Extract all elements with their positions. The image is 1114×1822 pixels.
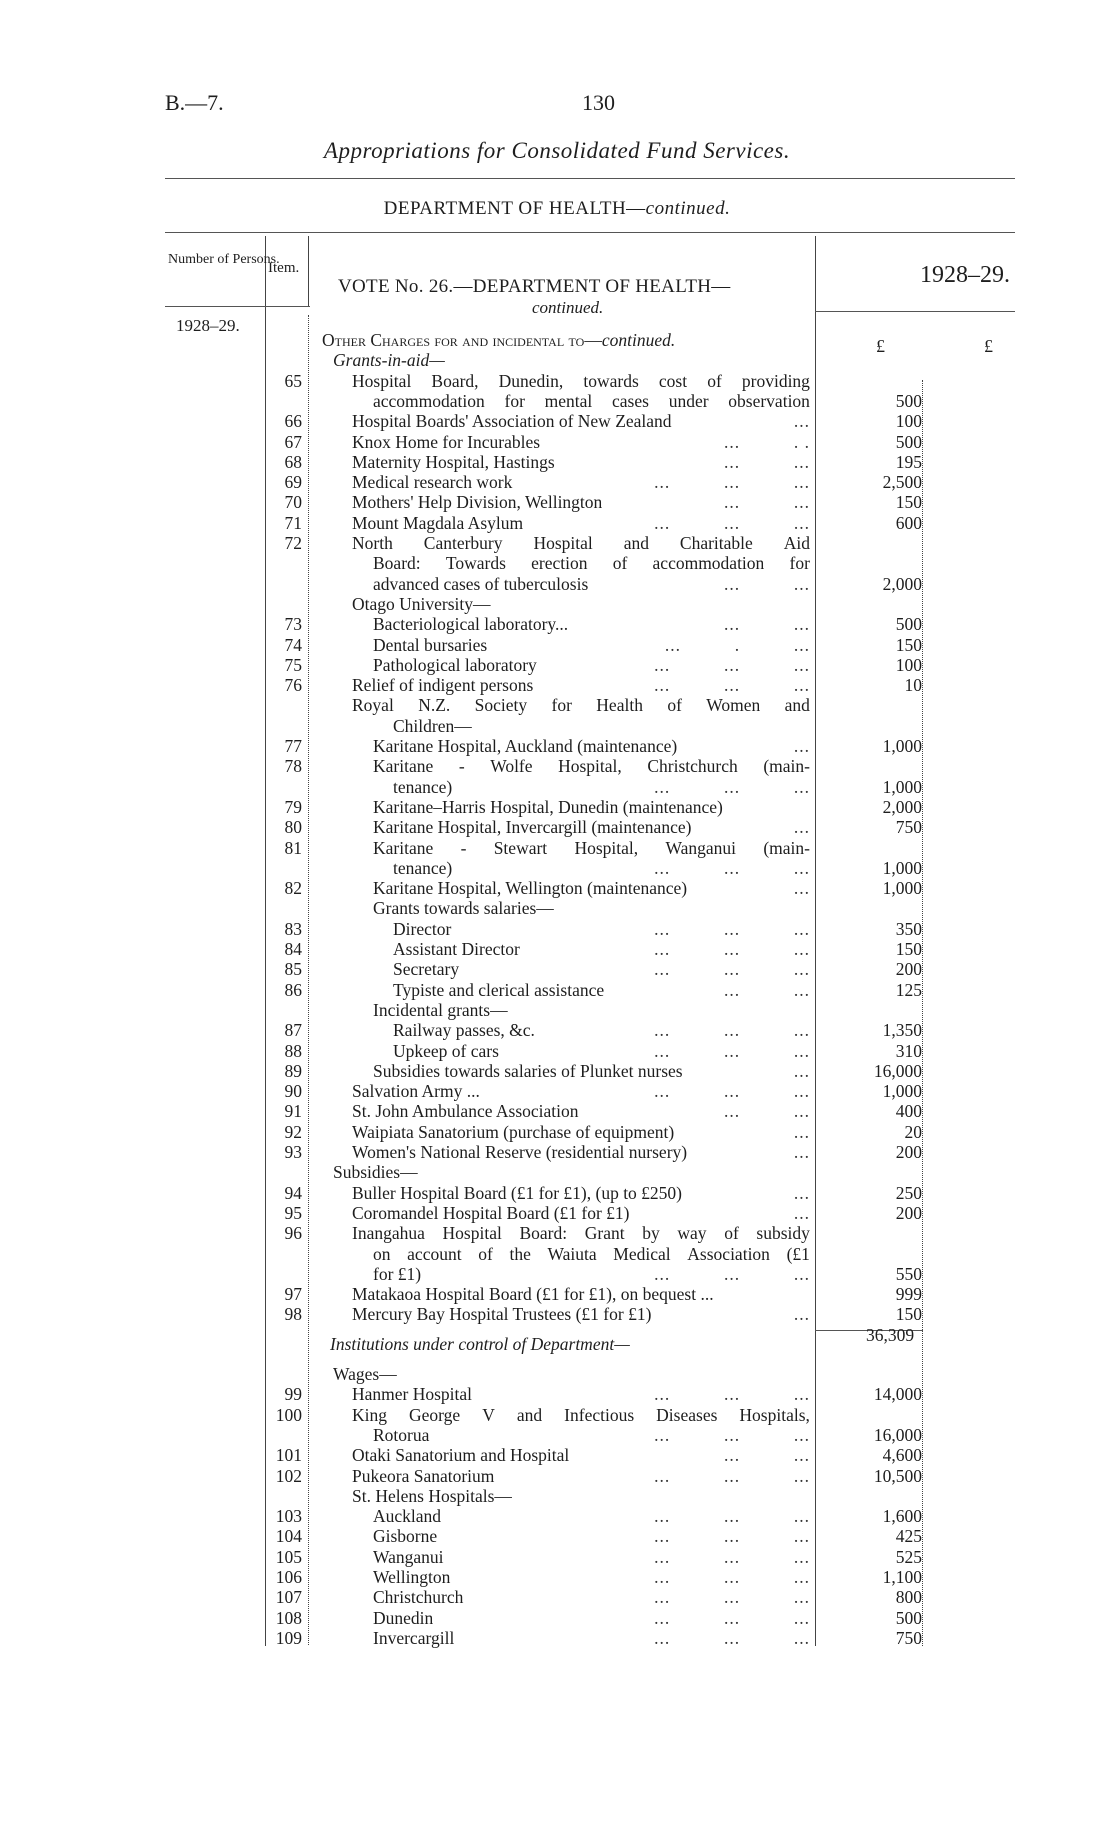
- page-title: Appropriations for Consolidated Fund Services.: [323, 138, 791, 163]
- amount: 1,000: [882, 1081, 922, 1102]
- vote-heading-continued: continued.: [532, 298, 604, 317]
- table-row: [0, 1506, 1114, 1526]
- amount: 600: [895, 512, 922, 533]
- amount: 2,000: [882, 796, 922, 817]
- leader-dots: ... ... ...: [654, 776, 810, 797]
- amount: 10,500: [873, 1465, 922, 1486]
- leader-dots: ... ... ...: [654, 939, 810, 959]
- item-description: advanced cases of tuberculosis: [373, 573, 589, 594]
- leader-dots: ...: [793, 1060, 810, 1081]
- table-row: [0, 797, 1114, 817]
- amount: 100: [895, 411, 922, 432]
- table-row: [0, 1628, 1114, 1648]
- item-description: Waipiata Sanatorium (purchase of equipment): [352, 1121, 675, 1142]
- item-description: Rotorua: [373, 1424, 430, 1445]
- item-description: accommodation for mental cases under observation: [373, 390, 810, 411]
- table-row: [0, 919, 1114, 939]
- table-row: [0, 1425, 1114, 1445]
- vote-heading: VOTE No. 26.—DEPARTMENT OF HEALTH—: [338, 276, 731, 297]
- item-description: Gisborne: [373, 1526, 438, 1547]
- table-row: [0, 1364, 1114, 1384]
- table-row: [0, 675, 1114, 695]
- item-description: Incidental grants—: [373, 999, 508, 1020]
- table-row: [0, 350, 1114, 370]
- table-row: [0, 1384, 1114, 1404]
- leader-dots: ...: [793, 1202, 810, 1223]
- table-top-rule: [165, 232, 1015, 233]
- table-row: [0, 817, 1114, 837]
- amount: 2,000: [882, 573, 922, 594]
- item-number: 107: [275, 1587, 302, 1608]
- table-row: [0, 391, 1114, 411]
- table-row: [0, 594, 1114, 614]
- amount: 750: [895, 817, 922, 838]
- item-number: 105: [275, 1546, 302, 1567]
- leader-dots: ... ... ...: [654, 1424, 810, 1445]
- item-description: Subsidies towards salaries of Plunket nurses: [373, 1060, 683, 1081]
- leader-dots: ... ... ...: [654, 857, 810, 878]
- item-number: 84: [284, 939, 302, 959]
- item-number: 78: [284, 756, 302, 777]
- item-number: 69: [284, 472, 302, 493]
- item-description: Matakaoa Hospital Board (£1 for £1), on bequest ...: [352, 1284, 714, 1305]
- table-row: [0, 1567, 1114, 1587]
- table-row: [0, 1142, 1114, 1162]
- leader-dots: ... ...: [724, 614, 810, 635]
- table-row: [0, 452, 1114, 472]
- item-number: 92: [284, 1121, 302, 1142]
- leader-dots: ... ... ...: [654, 654, 810, 675]
- amount: 195: [895, 451, 922, 472]
- item-description: Coromandel Hospital Board (£1 for £1): [352, 1202, 630, 1223]
- amount: 100: [895, 654, 922, 675]
- page-number: 130: [582, 90, 615, 115]
- leader-dots: ... ... ...: [654, 675, 810, 696]
- leader-dots: ... ... ...: [654, 1263, 810, 1284]
- item-description: Royal N.Z. Society for Health of Women and: [352, 695, 810, 716]
- table-row: [0, 1101, 1114, 1121]
- table-row: [0, 1183, 1114, 1203]
- leader-dots: ...: [793, 1182, 810, 1203]
- item-description: Mount Magdala Asylum: [352, 512, 524, 533]
- item-description: for £1): [373, 1263, 422, 1284]
- continued-label: continued.: [601, 330, 676, 350]
- amount: 1,350: [882, 1020, 922, 1041]
- item-description: Hospital Board, Dunedin, towards cost of providing: [352, 370, 810, 391]
- leader-dots: ... ... ...: [654, 1465, 810, 1486]
- amount: 150: [895, 634, 922, 655]
- amount: 1,100: [882, 1567, 922, 1587]
- table-row: [0, 432, 1114, 452]
- leader-dots: ... ... ...: [654, 512, 810, 533]
- leader-dots: ...: [793, 1142, 810, 1162]
- amount: 14,000: [873, 1384, 922, 1405]
- item-description: Assistant Director: [393, 939, 520, 959]
- leader-dots: ... ... ...: [654, 1020, 810, 1041]
- item-number: 81: [284, 837, 302, 858]
- table-row: [0, 1162, 1114, 1182]
- table-row: [0, 1203, 1114, 1223]
- item-description: Typiste and clerical assistance: [393, 979, 605, 1000]
- amount: 500: [895, 431, 922, 452]
- table-row: [0, 1405, 1114, 1425]
- leader-dots: ... ...: [724, 573, 810, 594]
- year-header: 1928–29.: [920, 262, 1010, 288]
- amount: 2,500: [882, 472, 922, 493]
- amount: 200: [895, 1142, 922, 1162]
- amount: 550: [895, 1263, 922, 1284]
- item-number: 101: [275, 1445, 302, 1466]
- table-row: [0, 1466, 1114, 1486]
- table-row: [0, 878, 1114, 898]
- item-number: 98: [284, 1304, 302, 1325]
- leader-dots: ... ...: [724, 1445, 810, 1466]
- year-header-rule: [815, 311, 1015, 312]
- item-description: Dunedin: [373, 1607, 434, 1628]
- amount: 250: [895, 1182, 922, 1203]
- table-row: [0, 1244, 1114, 1264]
- table-row: [0, 1223, 1114, 1243]
- item-description: Karitane Hospital, Auckland (maintenance): [373, 736, 678, 756]
- amount: 150: [895, 1304, 922, 1325]
- table-row: [0, 513, 1114, 533]
- table-row: [0, 1284, 1114, 1304]
- item-number: 85: [284, 959, 302, 980]
- amount: 125: [895, 979, 922, 1000]
- item-number: 95: [284, 1202, 302, 1223]
- table-row: [0, 411, 1114, 431]
- leader-dots: ...: [793, 736, 810, 756]
- pound-sign: £: [984, 336, 993, 356]
- item-number: 73: [284, 614, 302, 635]
- item-description: Secretary: [393, 959, 460, 980]
- item-number: 75: [284, 654, 302, 675]
- amount: 4,600: [882, 1445, 922, 1466]
- item-description: tenance): [393, 776, 453, 797]
- table-row: [0, 472, 1114, 492]
- amount: 200: [895, 1202, 922, 1223]
- item-number: 106: [275, 1567, 302, 1587]
- table-row: [0, 1486, 1114, 1506]
- leader-dots: ...: [793, 817, 810, 838]
- institutions-heading: Institutions under control of Department—: [330, 1334, 630, 1354]
- item-description: Maternity Hospital, Hastings: [352, 451, 555, 472]
- item-number: 72: [284, 533, 302, 553]
- table-row: [0, 1445, 1114, 1465]
- item-description: Other Charges for and incidental to—continued.: [322, 330, 676, 350]
- amount: 800: [895, 1587, 922, 1608]
- amount: 10: [904, 675, 922, 696]
- item-description: Wages—: [333, 1364, 397, 1384]
- item-description: St. Helens Hospitals—: [352, 1485, 512, 1506]
- item-description: Railway passes, &c.: [393, 1020, 535, 1041]
- item-description: Hospital Boards' Association of New Zealand: [352, 411, 672, 432]
- item-description: King George V and Infectious Diseases Hospitals,: [352, 1404, 810, 1425]
- item-description: Mercury Bay Hospital Trustees (£1 for £1): [352, 1304, 652, 1325]
- amount: 425: [895, 1526, 922, 1547]
- item-description: Board: Towards erection of accommodation for: [373, 553, 810, 574]
- leader-dots: ... ... ...: [654, 1627, 810, 1648]
- leader-dots: ... ... ...: [654, 1040, 810, 1061]
- amount: 500: [895, 390, 922, 411]
- leader-dots: ... ... ...: [654, 1506, 810, 1527]
- item-description: on account of the Waiuta Medical Association (£1: [373, 1243, 810, 1264]
- item-number: 82: [284, 878, 302, 899]
- item-description: Children—: [393, 715, 472, 736]
- subtotal-amount: 36,309: [866, 1325, 915, 1345]
- table-row: [0, 1041, 1114, 1061]
- table-row: [0, 756, 1114, 776]
- amount: 400: [895, 1101, 922, 1122]
- item-description: Salvation Army ...: [352, 1081, 480, 1102]
- table-row: [0, 533, 1114, 553]
- leader-dots: ... ... ...: [654, 1567, 810, 1587]
- item-header: Item.: [268, 260, 300, 276]
- table-row: [0, 777, 1114, 797]
- item-number: 104: [275, 1526, 302, 1547]
- amount: 750: [895, 1627, 922, 1648]
- amount: 350: [895, 918, 922, 939]
- amount: 1,000: [882, 857, 922, 878]
- item-number: 96: [284, 1223, 302, 1244]
- item-description: Christchurch: [373, 1587, 464, 1608]
- item-description: Knox Home for Incurables: [352, 431, 541, 452]
- item-number: 71: [284, 512, 302, 533]
- amount: 525: [895, 1546, 922, 1567]
- item-description: Director: [393, 918, 452, 939]
- item-number: 94: [284, 1182, 302, 1203]
- pound-sign: £: [876, 336, 885, 356]
- item-description: North Canterbury Hospital and Charitable Aid: [352, 533, 810, 553]
- page-reference: B.—7.: [165, 90, 224, 115]
- leader-dots: ... ... ...: [654, 1587, 810, 1608]
- table-row: [0, 1081, 1114, 1101]
- table-row: [0, 898, 1114, 918]
- item-number: 97: [284, 1284, 302, 1305]
- item-number: 93: [284, 1142, 302, 1162]
- item-number: 83: [284, 918, 302, 939]
- item-number: 66: [284, 411, 302, 432]
- item-number: 102: [275, 1465, 302, 1486]
- table-row: [0, 1608, 1114, 1628]
- item-description: Karitane Hospital, Invercargill (maintenance): [373, 817, 692, 838]
- item-description: Karitane - Stewart Hospital, Wanganui (main-: [373, 837, 810, 858]
- item-number: 70: [284, 492, 302, 513]
- item-description: Bacteriological laboratory...: [373, 614, 569, 635]
- item-description: Buller Hospital Board (£1 for £1), (up to £250): [352, 1182, 683, 1203]
- item-description: Karitane - Wolfe Hospital, Christchurch (main-: [373, 756, 810, 777]
- leader-dots: ...: [793, 878, 810, 899]
- amount: 150: [895, 939, 922, 959]
- table-row: [0, 614, 1114, 634]
- table-row: [0, 655, 1114, 675]
- table-row: [0, 1547, 1114, 1567]
- table-row: [0, 1587, 1114, 1607]
- amount: 16,000: [873, 1060, 922, 1081]
- item-number: 90: [284, 1081, 302, 1102]
- title-rule: [165, 178, 1015, 179]
- item-number: 80: [284, 817, 302, 838]
- table-row: [0, 695, 1114, 715]
- amount: 500: [895, 614, 922, 635]
- leader-dots: ... ...: [724, 979, 810, 1000]
- leader-dots: ... ... ...: [654, 1526, 810, 1547]
- amount: 310: [895, 1040, 922, 1061]
- table-row: [0, 838, 1114, 858]
- leader-dots: ... ... ...: [654, 1546, 810, 1567]
- leader-dots: ... ... ...: [654, 472, 810, 493]
- amount: 150: [895, 492, 922, 513]
- item-number: 86: [284, 979, 302, 1000]
- amount: 200: [895, 959, 922, 980]
- department-name: DEPARTMENT OF HEALTH—: [383, 198, 646, 219]
- item-number: 76: [284, 675, 302, 696]
- amount: 1,000: [882, 878, 922, 899]
- amount: 1,000: [882, 776, 922, 797]
- table-row: [0, 574, 1114, 594]
- table-row: [0, 1000, 1114, 1020]
- table-row: [0, 939, 1114, 959]
- number-of-persons-header: Number of Persons.: [168, 252, 280, 267]
- table-row: [0, 330, 1114, 350]
- item-description: Grants towards salaries—: [373, 898, 554, 919]
- item-number: 103: [275, 1506, 302, 1527]
- leader-dots: ... . .: [724, 431, 810, 452]
- table-row: [0, 1061, 1114, 1081]
- item-description: Relief of indigent persons: [352, 675, 534, 696]
- leader-dots: ...: [793, 411, 810, 432]
- leader-dots: ... ...: [724, 1101, 810, 1122]
- item-number: 108: [275, 1607, 302, 1628]
- leader-dots: ... ... ...: [654, 1384, 810, 1405]
- persons-year: 1928–29.: [176, 316, 240, 335]
- leader-dots: ... . ...: [664, 634, 810, 655]
- table-row: [0, 635, 1114, 655]
- table-row: [0, 716, 1114, 736]
- persons-header-rule: [165, 306, 310, 307]
- item-description: Pathological laboratory: [373, 654, 537, 675]
- amount: 16,000: [873, 1424, 922, 1445]
- item-description: Karitane–Harris Hospital, Dunedin (maintenance): [373, 796, 723, 817]
- table-row: [0, 1122, 1114, 1142]
- item-description: Upkeep of cars: [393, 1040, 499, 1061]
- item-description: tenance): [393, 857, 453, 878]
- item-description: Inangahua Hospital Board: Grant by way of subsidy: [352, 1223, 810, 1244]
- table-row: [0, 736, 1114, 756]
- item-number: 77: [284, 736, 302, 756]
- amount: 999: [895, 1284, 922, 1305]
- item-description: St. John Ambulance Association: [352, 1101, 579, 1122]
- leader-dots: ... ... ...: [654, 1081, 810, 1102]
- item-description: Wellington: [373, 1567, 451, 1587]
- item-number: 99: [284, 1384, 302, 1405]
- table-row: [0, 371, 1114, 391]
- table-row: [0, 980, 1114, 1000]
- item-number: 68: [284, 451, 302, 472]
- item-number: 87: [284, 1020, 302, 1041]
- item-description: Subsidies—: [333, 1162, 418, 1183]
- item-description: Karitane Hospital, Wellington (maintenance): [373, 878, 688, 899]
- table-row: [0, 1526, 1114, 1546]
- item-description: Auckland: [373, 1506, 442, 1527]
- item-description: Dental bursaries: [373, 634, 488, 655]
- item-number: 79: [284, 796, 302, 817]
- leader-dots: ... ... ...: [654, 918, 810, 939]
- item-description: Wanganui: [373, 1546, 444, 1567]
- leader-dots: ... ... ...: [654, 1607, 810, 1628]
- department-continued: continued.: [645, 198, 731, 219]
- table-row: [0, 959, 1114, 979]
- item-number: 88: [284, 1040, 302, 1061]
- leader-dots: ...: [793, 1304, 810, 1325]
- item-description: Pukeora Sanatorium: [352, 1465, 495, 1486]
- leader-dots: ... ...: [724, 451, 810, 472]
- amount: 20: [904, 1121, 922, 1142]
- item-number: 100: [275, 1404, 302, 1425]
- column-divider-item-head: [308, 236, 309, 306]
- table-row: [0, 553, 1114, 573]
- table-row: [0, 1020, 1114, 1040]
- amount: 1,000: [882, 736, 922, 756]
- table-row: [0, 1264, 1114, 1284]
- item-description: Women's National Reserve (residential nursery): [352, 1142, 688, 1162]
- leader-dots: ... ... ...: [654, 959, 810, 980]
- item-description: Hanmer Hospital: [352, 1384, 473, 1405]
- table-row: [0, 858, 1114, 878]
- item-description: Otago University—: [352, 593, 491, 614]
- leader-dots: ... ...: [724, 492, 810, 513]
- leader-dots: ...: [793, 1121, 810, 1142]
- item-description: Invercargill: [373, 1627, 455, 1648]
- item-description: Grants-in-aid—: [333, 350, 445, 371]
- item-number: 91: [284, 1101, 302, 1122]
- item-number: 109: [275, 1627, 302, 1648]
- item-description: Otaki Sanatorium and Hospital: [352, 1445, 570, 1466]
- amount: 1,600: [882, 1506, 922, 1527]
- amount: 500: [895, 1607, 922, 1628]
- item-number: 67: [284, 431, 302, 452]
- item-description: Mothers' Help Division, Wellington: [352, 492, 603, 513]
- item-description: Medical research work: [352, 472, 513, 493]
- department-heading: [0, 198, 1114, 220]
- table-row: [0, 492, 1114, 512]
- item-number: 65: [284, 370, 302, 391]
- table-row: [0, 1304, 1114, 1324]
- item-number: 89: [284, 1060, 302, 1081]
- item-number: 74: [284, 634, 302, 655]
